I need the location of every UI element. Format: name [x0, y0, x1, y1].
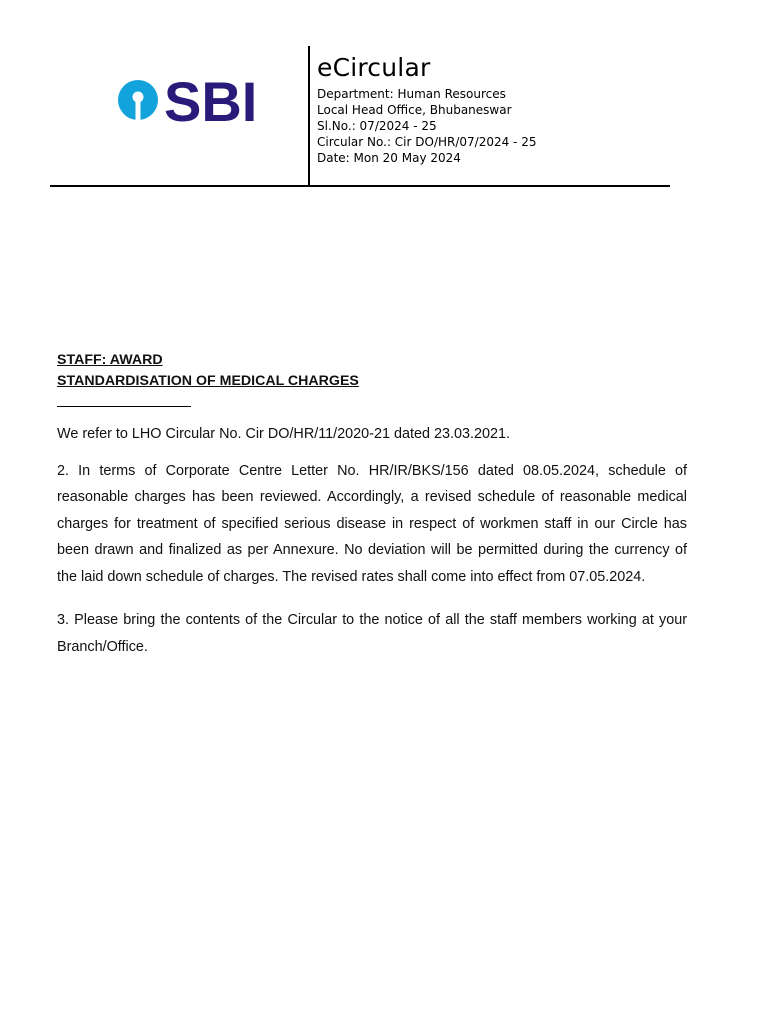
date-line: Date: Mon 20 May 2024	[317, 151, 461, 165]
paragraph-2: 2. In terms of Corporate Centre Letter No. HR/IR/BKS/156 dated 08.05.2024, schedule of reasonable charges has been reviewed. Accordingly, a revised schedule of reasonable medical charges for treatment of specified serious disease in respect of workmen staff in our Circle has been drawn and finalized as per Annexure. No deviation will be permitted during the currency of the laid down schedule of charges. The revised rates shall come into effect from 07.05.2024.	[57, 462, 687, 585]
keyhole-slot	[136, 98, 141, 120]
header-vertical-divider	[308, 46, 310, 186]
circular-body	[57, 350, 687, 677]
circular-title: eCircular	[317, 53, 431, 82]
sbi-logo	[116, 70, 266, 130]
circular-meta	[317, 50, 536, 166]
paragraph-3: 3. Please bring the contents of the Circular to the notice of all the staff members working at your Branch/Office.	[57, 612, 687, 655]
office-line: Local Head Office, Bhubaneswar	[317, 103, 512, 117]
sbi-wordmark: SBI	[164, 70, 258, 130]
header-horizontal-divider	[50, 185, 670, 187]
department-line: Department: Human Resources	[317, 87, 506, 101]
paragraph-reference: We refer to LHO Circular No. Cir DO/HR/11/2020-21 dated 23.03.2021.	[57, 426, 510, 442]
sbi-logo-mark	[116, 70, 266, 130]
subject-line-1: STAFF: AWARD	[57, 352, 163, 368]
subject-line-2: STANDARDISATION OF MEDICAL CHARGES	[57, 373, 359, 389]
subject-separator	[57, 406, 191, 407]
serial-number-line: Sl.No.: 07/2024 - 25	[317, 119, 437, 133]
circular-number-line: Circular No.: Cir DO/HR/07/2024 - 25	[317, 135, 537, 149]
letterhead	[50, 46, 670, 188]
